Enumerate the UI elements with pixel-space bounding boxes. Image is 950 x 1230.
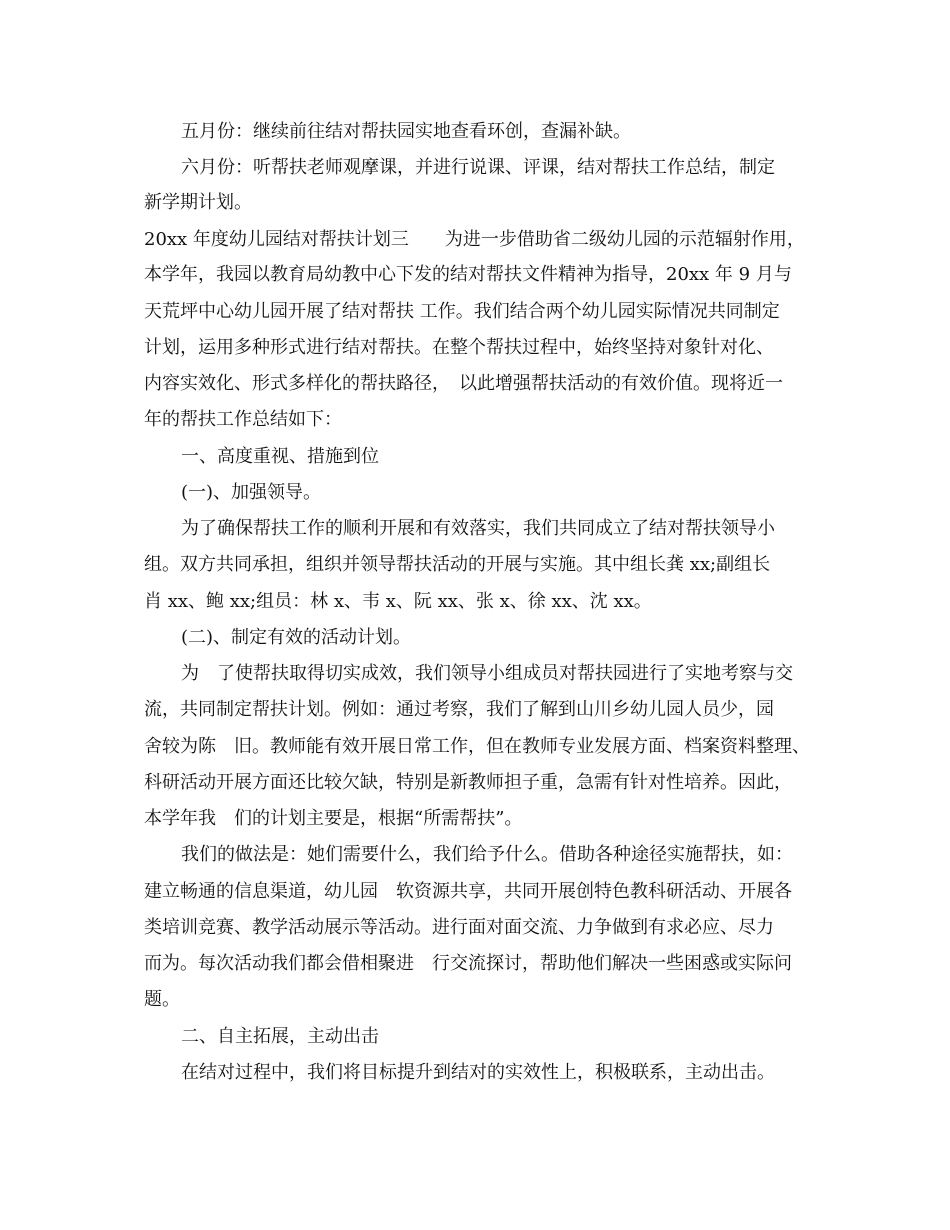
text-line: 为了确保帮扶工作的顺利开展和有效落实，我们共同成立了结对帮扶领导小 — [181, 518, 775, 539]
text-line: 年的帮扶工作总结如下： — [144, 409, 342, 430]
text-line: 我们的做法是：她们需要什么，我们给予什么。借助各种途径实施帮扶，如： — [181, 844, 793, 865]
section-heading-line: 20xx 年度幼儿园结对帮扶计划三 为进一步借助省二级幼儿园的示范辐射作用， — [144, 229, 805, 250]
text-line: 本学年，我园以教育局幼教中心下发的结对帮扶文件精神为指导，20xx 年 9 月与 — [144, 264, 792, 285]
text-line: 本学年我 们的计划主要是，根据“所需帮扶”。 — [144, 808, 523, 829]
text-line: 科研活动开展方面还比较欠缺，特别是新教师担子重，急需有针对性培养。因此， — [144, 772, 792, 793]
text-line: 组。双方共同承担，组织并领导帮扶活动的开展与实施。其中组长龚 xx;副组长 — [144, 554, 771, 575]
text-line: 流，共同制定帮扶计划。例如：通过考察，我们了解到山川乡幼儿园人员少，园 — [144, 699, 774, 720]
text-line: 建立畅通的信息渠道，幼儿园 软资源共享，共同开展创特色教科研活动、开展各 — [144, 881, 792, 902]
text-line: 六月份：听帮扶老师观摩课，并进行说课、评课，结对帮扶工作总结，制定 — [181, 157, 775, 178]
text-line: 类培训竞赛、教学活动展示等活动。进行面对面交流、力争做到有求必应、尽力 — [144, 917, 774, 938]
text-line: 五月份：继续前往结对帮扶园实地查看环创，查漏补缺。 — [181, 121, 631, 142]
text-line: 计划，运用多种形式进行结对帮扶。在整个帮扶过程中，始终坚持对象针对化、 — [144, 337, 774, 358]
heading-line: 二、自主拓展，主动出击 — [181, 1026, 379, 1047]
text-line: 为 了使帮扶取得切实成效，我们领导小组成员对帮扶园进行了实地考察与交 — [181, 663, 793, 684]
text-line: 天荒坪中心幼儿园开展了结对帮扶 工作。我们结合两个幼儿园实际情况共同制定 — [144, 301, 780, 322]
text-line: 题。 — [144, 989, 180, 1010]
text-line: 在结对过程中，我们将目标提升到结对的实效性上，积极联系，主动出击。 — [181, 1062, 775, 1083]
text-line: 肖 xx、鲍 xx;组员：林 x、韦 x、阮 xx、张 x、徐 xx、沈 xx。 — [144, 591, 652, 612]
subheading-line: (一)、加强领导。 — [181, 482, 322, 503]
heading-line: 一、高度重视、措施到位 — [181, 446, 379, 467]
text-line: 而为。每次活动我们都会借相聚进 行交流探讨，帮助他们解决一些困惑或实际问 — [144, 953, 792, 974]
text-line: 舍较为陈 旧。教师能有效开展日常工作，但在教师专业发展方面、档案资料整理、 — [144, 736, 810, 757]
subheading-line: (二)、制定有效的活动计划。 — [181, 627, 412, 648]
text-line: 内容实效化、形式多样化的帮扶路径， 以此增强帮扶活动的有效价值。现将近一 — [144, 373, 783, 394]
text-line: 新学期计划。 — [144, 192, 252, 213]
